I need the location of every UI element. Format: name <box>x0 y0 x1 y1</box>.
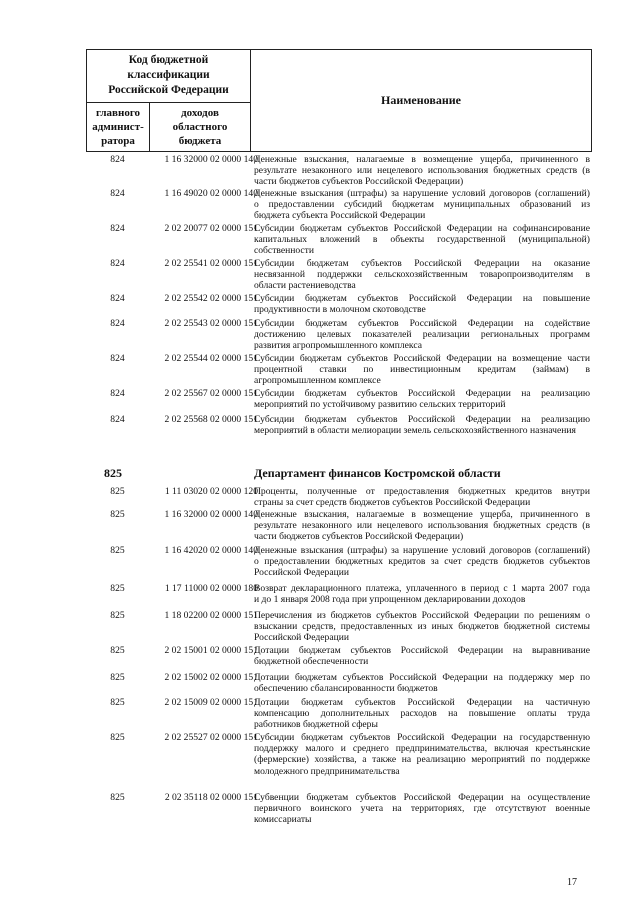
admin-code: 825 <box>110 732 125 743</box>
revenue-code: 1 16 42020 02 0000 140 <box>164 545 258 556</box>
department-code: 825 <box>104 466 122 480</box>
admin-code: 824 <box>110 258 125 269</box>
revenue-name-line: взыскании средств, предоставленных из иных бюджетов бюджетной системы <box>254 621 590 633</box>
revenue-name-line: и до 1 января 2008 года при упрощенном декларировании доходов <box>254 594 526 606</box>
revenue-name-line: Российской Федерации <box>254 567 349 579</box>
admin-code: 825 <box>110 610 125 621</box>
revenue-code: 1 16 32000 02 0000 140 <box>164 154 258 165</box>
header-glavnogo-line: админист- <box>92 121 144 133</box>
header-dohodov-line: доходов <box>181 107 219 119</box>
admin-code: 824 <box>110 414 125 425</box>
header-kbk-line: Российской Федерации <box>108 84 229 96</box>
revenue-code: 2 02 35118 02 0000 151 <box>164 792 258 803</box>
revenue-name <box>254 610 590 644</box>
header-glavnogo <box>87 103 150 151</box>
revenue-name-line: результате незаконного или нецелевого использования бюджетных средств (в <box>254 165 590 177</box>
revenue-name <box>254 672 590 694</box>
revenue-name-line: Дотации бюджетам субъектов Российской Федерации на поддержку мер по <box>254 672 590 683</box>
revenue-code: 2 02 25544 02 0000 151 <box>164 353 258 364</box>
revenue-name-line: Российской Федерации <box>254 632 349 644</box>
department-heading <box>86 466 592 480</box>
revenue-code: 2 02 15009 02 0000 151 <box>164 697 258 708</box>
admin-code: 825 <box>110 486 125 497</box>
revenue-name-line: Дотации бюджетам субъектов Российской Федерации на выравнивание <box>254 645 590 656</box>
revenue-name <box>254 258 590 292</box>
header-dohodov <box>150 103 250 154</box>
revenue-code: 1 17 11000 02 0000 180 <box>164 583 258 594</box>
revenue-name-line: части бюджетов субъектов Российской Федерации) <box>254 531 464 543</box>
page-number: 17 <box>567 877 577 888</box>
revenue-name <box>254 645 590 667</box>
header-kbk-line: классификации <box>127 69 210 81</box>
revenue-name-line: результате незаконного или нецелевого использования бюджетных средств (в <box>254 520 590 532</box>
revenue-name-line: Субсидии бюджетам субъектов Российской Федерации на оказание <box>254 258 590 269</box>
revenue-name-line: Денежные взыскания (штрафы) за нарушение условий договоров (соглашений) <box>254 545 590 556</box>
revenue-name-line: работников бюджетной сферы <box>254 719 378 731</box>
revenue-name-line: Субсидии бюджетам субъектов Российской Федерации на софинансирование <box>254 223 590 234</box>
revenue-name-line: Денежные взыскания (штрафы) за нарушение условий договоров (соглашений) <box>254 188 590 199</box>
revenue-name-line: области растениеводства <box>254 280 356 292</box>
revenue-name-line: Проценты, полученные от предоставления бюджетных кредитов внутри <box>254 486 590 497</box>
revenue-name-line: молодежного предпринимательства <box>254 765 400 777</box>
revenue-code: 2 02 15002 02 0000 151 <box>164 672 258 683</box>
revenue-name <box>254 388 590 410</box>
revenue-name <box>254 486 590 508</box>
admin-code: 825 <box>110 672 125 683</box>
revenue-code: 2 02 25542 02 0000 151 <box>164 293 258 304</box>
revenue-name <box>254 414 590 436</box>
revenue-code: 2 02 25541 02 0000 151 <box>164 258 258 269</box>
revenue-name-line: бюджетной обеспеченности <box>254 656 369 668</box>
admin-code: 824 <box>110 293 125 304</box>
revenue-name-line: продуктивности в молочном скотоводстве <box>254 304 426 316</box>
revenue-name-line: комиссариаты <box>254 814 312 826</box>
revenue-name-line: о предоставлении субсидий бюджетам муниципальных образований из <box>254 199 590 211</box>
revenue-name-line: о предоставлении бюджетных кредитов за счет средств бюджетов субъектов <box>254 556 590 568</box>
revenue-name <box>254 583 590 605</box>
revenue-name <box>254 545 590 579</box>
admin-code: 824 <box>110 353 125 364</box>
revenue-name <box>254 318 590 352</box>
revenue-name-line: первичного воинского учета на территориях, где отсутствуют военные <box>254 803 590 815</box>
revenue-name-line: агропромышленном комплексе <box>254 375 381 387</box>
revenue-name <box>254 353 590 387</box>
revenue-name-line: поддержку малого и среднего предпринимательства, включая крестьянские <box>254 743 590 755</box>
header-kbk <box>87 50 250 103</box>
revenue-name-line: (фермерские) хозяйства, а также на реализацию мероприятий по поддержке <box>254 754 590 766</box>
revenue-name-line: капитальных вложений в объекты государственной (муниципальной) <box>254 234 590 246</box>
admin-code: 824 <box>110 154 125 165</box>
revenue-code: 1 16 32000 02 0000 140 <box>164 509 258 520</box>
revenue-name-line: Дотации бюджетам субъектов Российской Федерации на частичную <box>254 697 590 708</box>
revenue-code: 2 02 20077 02 0000 151 <box>164 223 258 234</box>
revenue-code: 1 16 49020 02 0000 140 <box>164 188 258 199</box>
admin-code: 825 <box>110 792 125 803</box>
admin-code: 825 <box>110 545 125 556</box>
revenue-name-line: достижению целевых показателей реализации региональных программ <box>254 329 590 341</box>
revenue-name-line: Субсидии бюджетам субъектов Российской Федерации на государственную <box>254 732 590 743</box>
revenue-name-line: развития агропромышленного комплекса <box>254 340 422 352</box>
revenue-name <box>254 223 590 257</box>
revenue-name <box>254 792 590 826</box>
revenue-code: 2 02 25543 02 0000 151 <box>164 318 258 329</box>
revenue-name <box>254 509 590 543</box>
admin-code: 825 <box>110 697 125 708</box>
revenue-name-line: Денежные взыскания, налагаемые в возмещение ущерба, причиненного в <box>254 509 590 520</box>
header-dohodov-line: бюджета <box>178 135 222 147</box>
revenue-name-line: Субвенции бюджетам субъектов Российской Федерации на осуществление <box>254 792 590 803</box>
revenue-code: 2 02 25568 02 0000 151 <box>164 414 258 425</box>
header-glavnogo-line: ратора <box>101 135 135 147</box>
header-naimenovanie: Наименование <box>381 93 461 107</box>
revenue-name <box>254 188 590 222</box>
revenue-name-line: несвязанной поддержки сельскохозяйственным товаропроизводителям в <box>254 269 590 281</box>
revenue-code: 2 02 15001 02 0000 151 <box>164 645 258 656</box>
table-header <box>86 49 592 152</box>
revenue-name-line: Субсидии бюджетам субъектов Российской Федерации на содействие <box>254 318 590 329</box>
revenue-name <box>254 697 590 731</box>
revenue-name-line: процентной ставки по инвестиционным кредитам (займам) в <box>254 364 590 376</box>
revenue-code: 1 11 03020 02 0000 120 <box>164 486 258 497</box>
department-name: Департамент финансов Костромской области <box>254 466 501 480</box>
admin-code: 825 <box>110 583 125 594</box>
admin-code: 824 <box>110 223 125 234</box>
header-kbk-line: Код бюджетной <box>128 54 209 66</box>
revenue-name-line: Субсидии бюджетам субъектов Российской Федерации на возмещение части <box>254 353 590 364</box>
revenue-name-line: мероприятий по устойчивому развитию сельских территорий <box>254 399 506 411</box>
revenue-name-line: Субсидии бюджетам субъектов Российской Федерации на повышение <box>254 293 590 304</box>
revenue-name-line: собственности <box>254 245 315 257</box>
admin-code: 825 <box>110 645 125 656</box>
revenue-name-line: Перечисления из бюджетов субъектов Российской Федерации по решениям о <box>254 610 590 621</box>
revenue-name-line: бюджета субъекта Российской Федерации <box>254 210 426 222</box>
admin-code: 824 <box>110 388 125 399</box>
revenue-code: 2 02 25527 02 0000 151 <box>164 732 258 743</box>
revenue-name-line: мероприятий в области мелиорации земель сельскохозяйственного назначения <box>254 425 576 437</box>
admin-code: 824 <box>110 188 125 199</box>
revenue-name-line: Субсидии бюджетам субъектов Российской Федерации на реализацию <box>254 388 590 399</box>
revenue-name-line: Субсидии бюджетам субъектов Российской Федерации на реализацию <box>254 414 590 425</box>
revenue-name <box>254 154 590 188</box>
revenue-name <box>254 732 590 777</box>
header-left-block <box>87 50 251 151</box>
revenue-code: 2 02 25567 02 0000 151 <box>164 388 258 399</box>
revenue-name-line: Денежные взыскания, налагаемые в возмещение ущерба, причиненного в <box>254 154 590 165</box>
revenue-name-line: страны за счет средств бюджетов субъектов Российской Федерации <box>254 497 531 509</box>
revenue-name <box>254 293 590 315</box>
admin-code: 825 <box>110 509 125 520</box>
header-glavnogo-line: главного <box>95 107 141 119</box>
revenue-name-line: компенсацию дополнительных расходов на повышение оплаты труда <box>254 708 590 720</box>
revenue-name-line: Возврат декларационного платежа, уплаченного в период с 1 марта 2007 года <box>254 583 590 594</box>
admin-code: 824 <box>110 318 125 329</box>
revenue-code: 1 18 02200 02 0000 151 <box>164 610 258 621</box>
revenue-name-line: обеспечению сбалансированности бюджетов <box>254 683 438 695</box>
header-dohodov-line: областного <box>172 121 228 133</box>
revenue-name-line: части бюджетов субъектов Российской Федерации) <box>254 176 464 188</box>
